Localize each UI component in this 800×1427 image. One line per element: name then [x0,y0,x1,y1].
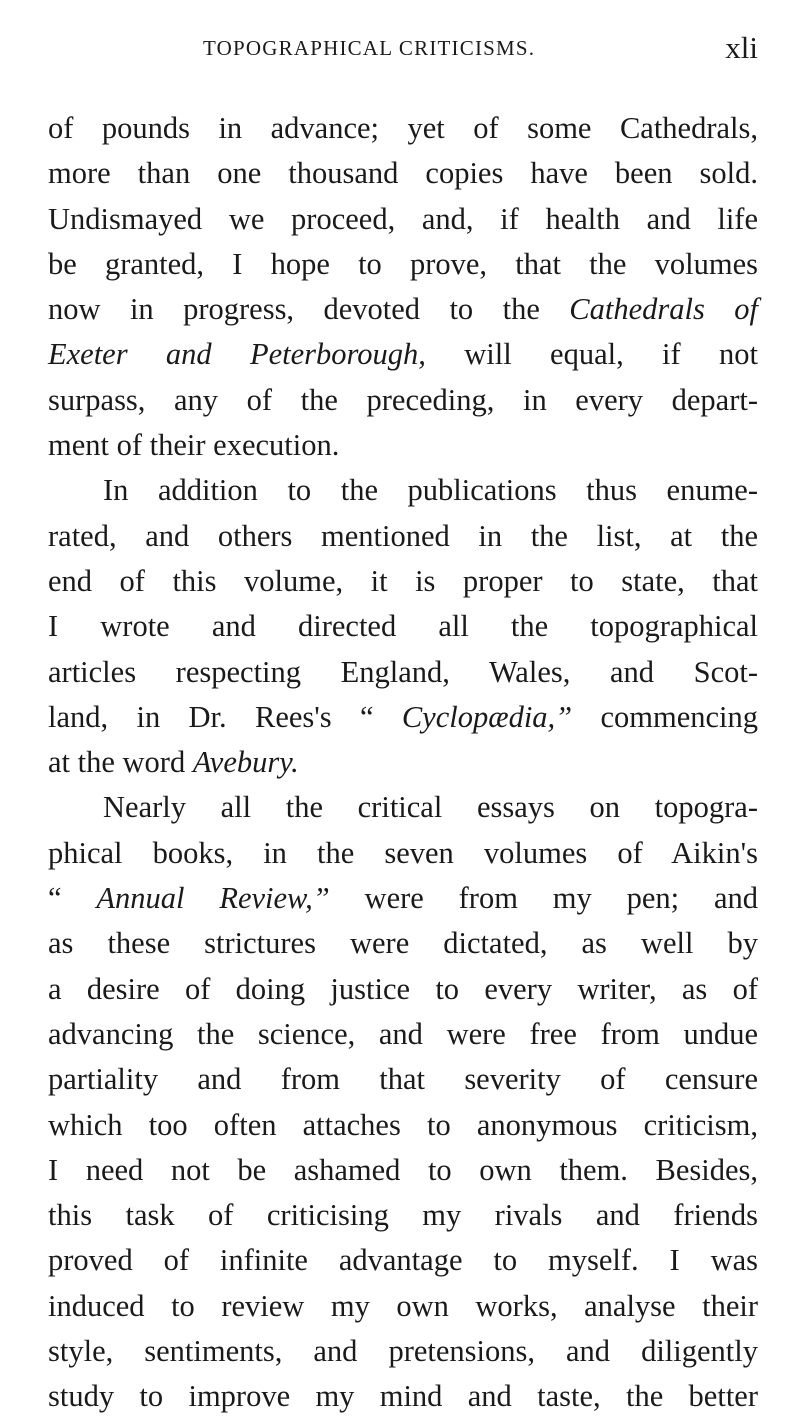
text-line [48,921,758,966]
text-line [48,1057,758,1102]
text-line [48,197,758,242]
text-line [48,876,758,921]
text-line [48,332,758,377]
text-line [48,242,758,287]
text-line [48,423,758,468]
text-segment: proved of infinite advantage to myself. I was [48,1243,758,1278]
text-segment: Nearly all the critical essays on topogra- [103,790,758,825]
text-segment: were from my pen; and [329,881,758,916]
text-line [48,514,758,559]
text-line [48,287,758,332]
text-segment: land, in Dr. Rees's “ [48,699,402,734]
text-segment: now in progress, devoted to the [48,292,570,327]
text-line [48,1329,758,1374]
text-segment: more than one thousand copies have been sold. [48,156,758,191]
italic-text: Annual Review,” [96,881,330,916]
text-segment: phical books, in the seven volumes of Aikin's [48,835,758,870]
text-segment: partiality and from that severity of censure [48,1062,758,1097]
text-segment: In addition to the publications thus enume- [103,473,758,508]
text-segment: as these strictures were dictated, as well by [48,926,758,961]
text-segment: “ [48,881,97,916]
text-segment: commencing [572,699,758,734]
running-head [0,30,800,70]
text-segment: I wrote and directed all the topographical [48,609,758,644]
text-segment: will equal, if not [425,337,758,372]
text-segment: of pounds in advance; yet of some Cathedrals, [48,111,758,145]
text-line [48,695,758,740]
text-segment: be granted, I hope to prove, that the volumes [48,246,758,281]
text-segment: I need not be ashamed to own them. Besides, [48,1152,758,1187]
text-segment: Undismayed we proceed, and, if health and life [48,201,758,236]
text-segment: surpass, any of the preceding, in every depart- [48,382,758,417]
text-segment: induced to review my own works, analyse their [48,1288,758,1323]
text-line [48,1238,758,1283]
text-line [48,604,758,649]
italic-text: Exeter and Peterborough, [48,337,426,372]
text-segment: ment of their execution. [48,428,340,463]
text-segment: end of this volume, it is proper to state, that [48,563,758,598]
italic-text: Avebury. [192,745,299,780]
text-segment: study to improve my mind and taste, the better [48,1379,758,1414]
text-line [48,831,758,876]
italic-text: Cathedrals of [569,292,758,327]
text-segment: style, sentiments, and pretensions, and diligently [48,1334,758,1369]
text-segment: a desire of doing justice to every writer, as of [48,971,758,1006]
text-line [48,378,758,423]
text-segment: rated, and others mentioned in the list, at the [48,518,758,553]
text-line [48,1284,758,1329]
text-line [48,1012,758,1057]
text-line [48,559,758,604]
text-line [48,1374,758,1419]
text-line [48,967,758,1012]
text-line [48,740,758,785]
text-segment: at the word [48,745,193,780]
page-number: xli [725,30,758,65]
text-line [48,468,758,513]
text-segment: articles respecting England, Wales, and Scot- [48,654,758,689]
text-segment: which too often attaches to anonymous criticism, [48,1107,758,1142]
text-line [48,1148,758,1193]
text-line [48,1193,758,1238]
body-text [48,106,758,1420]
running-title: TOPOGRAPHICAL CRITICISMS. [203,36,536,60]
text-line [48,151,758,196]
text-line [48,106,758,151]
italic-text: Cyclopædia,” [401,699,573,734]
text-segment: advancing the science, and were free from undue [48,1016,758,1051]
text-line [48,785,758,830]
text-segment: this task of criticising my rivals and friends [48,1198,758,1233]
text-line [48,1103,758,1148]
text-line [48,650,758,695]
